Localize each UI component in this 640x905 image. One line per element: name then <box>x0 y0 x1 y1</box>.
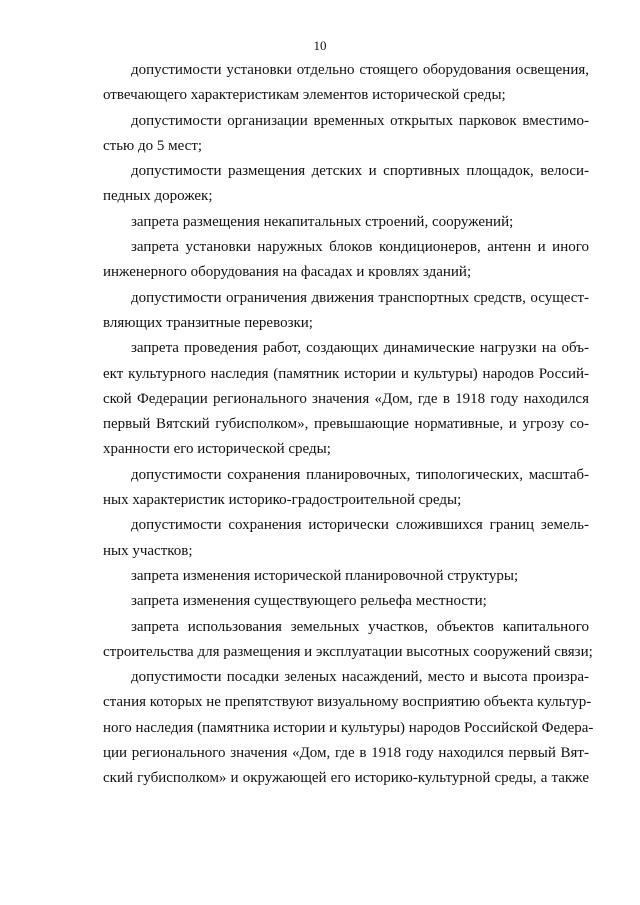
paragraph-line: ект культурного наследия (памятник истории и культуры) народов Россий- <box>103 365 589 382</box>
paragraph-line: ской Федерации регионального значения «Дом, где в 1918 году находился <box>103 390 589 407</box>
paragraph-line: запрета установки наружных блоков кондиционеров, антенн и иного <box>131 239 589 256</box>
paragraph-line: стания которых не препятствуют визуальному восприятию объекта культур- <box>103 694 592 711</box>
paragraph-line: вляющих транзитные перевозки; <box>103 314 313 331</box>
paragraph-line: запрета использования земельных участков, объектов капитального <box>131 618 589 635</box>
paragraph-line: ных участков; <box>103 542 193 559</box>
paragraph <box>103 665 594 791</box>
paragraph-line: запрета изменения исторической планировочной структуры; <box>131 567 519 584</box>
paragraph-line: ного наследия (памятника истории и культуры) народов Российской Федера- <box>103 719 594 736</box>
paragraph-line: допустимости ограничения движения транспортных средств, осущест- <box>131 289 589 306</box>
paragraph-line: допустимости размещения детских и спортивных площадок, велоси- <box>131 163 589 180</box>
paragraph-line: педных дорожек; <box>103 188 213 205</box>
paragraph <box>103 615 593 666</box>
paragraph-line: запрета размещения некапитальных строений, сооружений; <box>131 213 514 230</box>
paragraph-line: запрета проведения работ, создающих динамические нагрузки на объ- <box>131 340 589 357</box>
paragraph-line: инженерного оборудования на фасадах и кровлях зданий; <box>103 264 472 281</box>
paragraph-line: допустимости сохранения исторически сложившихся границ земель- <box>131 517 589 534</box>
paragraph-line: допустимости установки отдельно стоящего оборудования освещения, <box>131 62 589 78</box>
paragraph <box>103 210 589 235</box>
paragraph <box>103 58 589 109</box>
paragraph <box>103 109 589 160</box>
paragraph-line: запрета изменения существующего рельефа местности; <box>131 593 487 610</box>
paragraph-line: строительства для размещения и эксплуатации высотных сооружений связи; <box>103 643 593 660</box>
paragraph-line: ных характеристик историко-градостроительной среды; <box>103 492 462 509</box>
paragraph-line: хранности его исторической среды; <box>103 441 331 458</box>
paragraph <box>103 589 589 614</box>
paragraph-line: первый Вятский губисполком», превышающие нормативные, и угрозу со- <box>103 416 589 433</box>
paragraph-line: отвечающего характеристикам элементов исторической среды; <box>103 87 506 104</box>
paragraph-line: ский губисполком» и окружающей его историко-культурной среды, а также <box>103 770 589 787</box>
paragraph <box>103 235 589 286</box>
paragraph-line: допустимости сохранения планировочных, типологических, масштаб- <box>131 466 589 483</box>
paragraph <box>103 286 589 337</box>
paragraph <box>103 159 589 210</box>
paragraph <box>103 513 589 564</box>
paragraph-line: допустимости организации временных открытых парковок вместимо- <box>131 112 589 129</box>
paragraph-line: допустимости посадки зеленых насаждений, место и высота произра- <box>131 669 589 686</box>
paragraph-line: ции регионального значения «Дом, где в 1918 году находился первый Вят- <box>103 745 589 762</box>
paragraph <box>103 564 589 589</box>
page-number: 10 <box>313 38 327 53</box>
paragraph-line: стью до 5 мест; <box>103 137 203 154</box>
document-body <box>103 58 594 792</box>
paragraph <box>103 336 589 462</box>
paragraph <box>103 463 589 514</box>
